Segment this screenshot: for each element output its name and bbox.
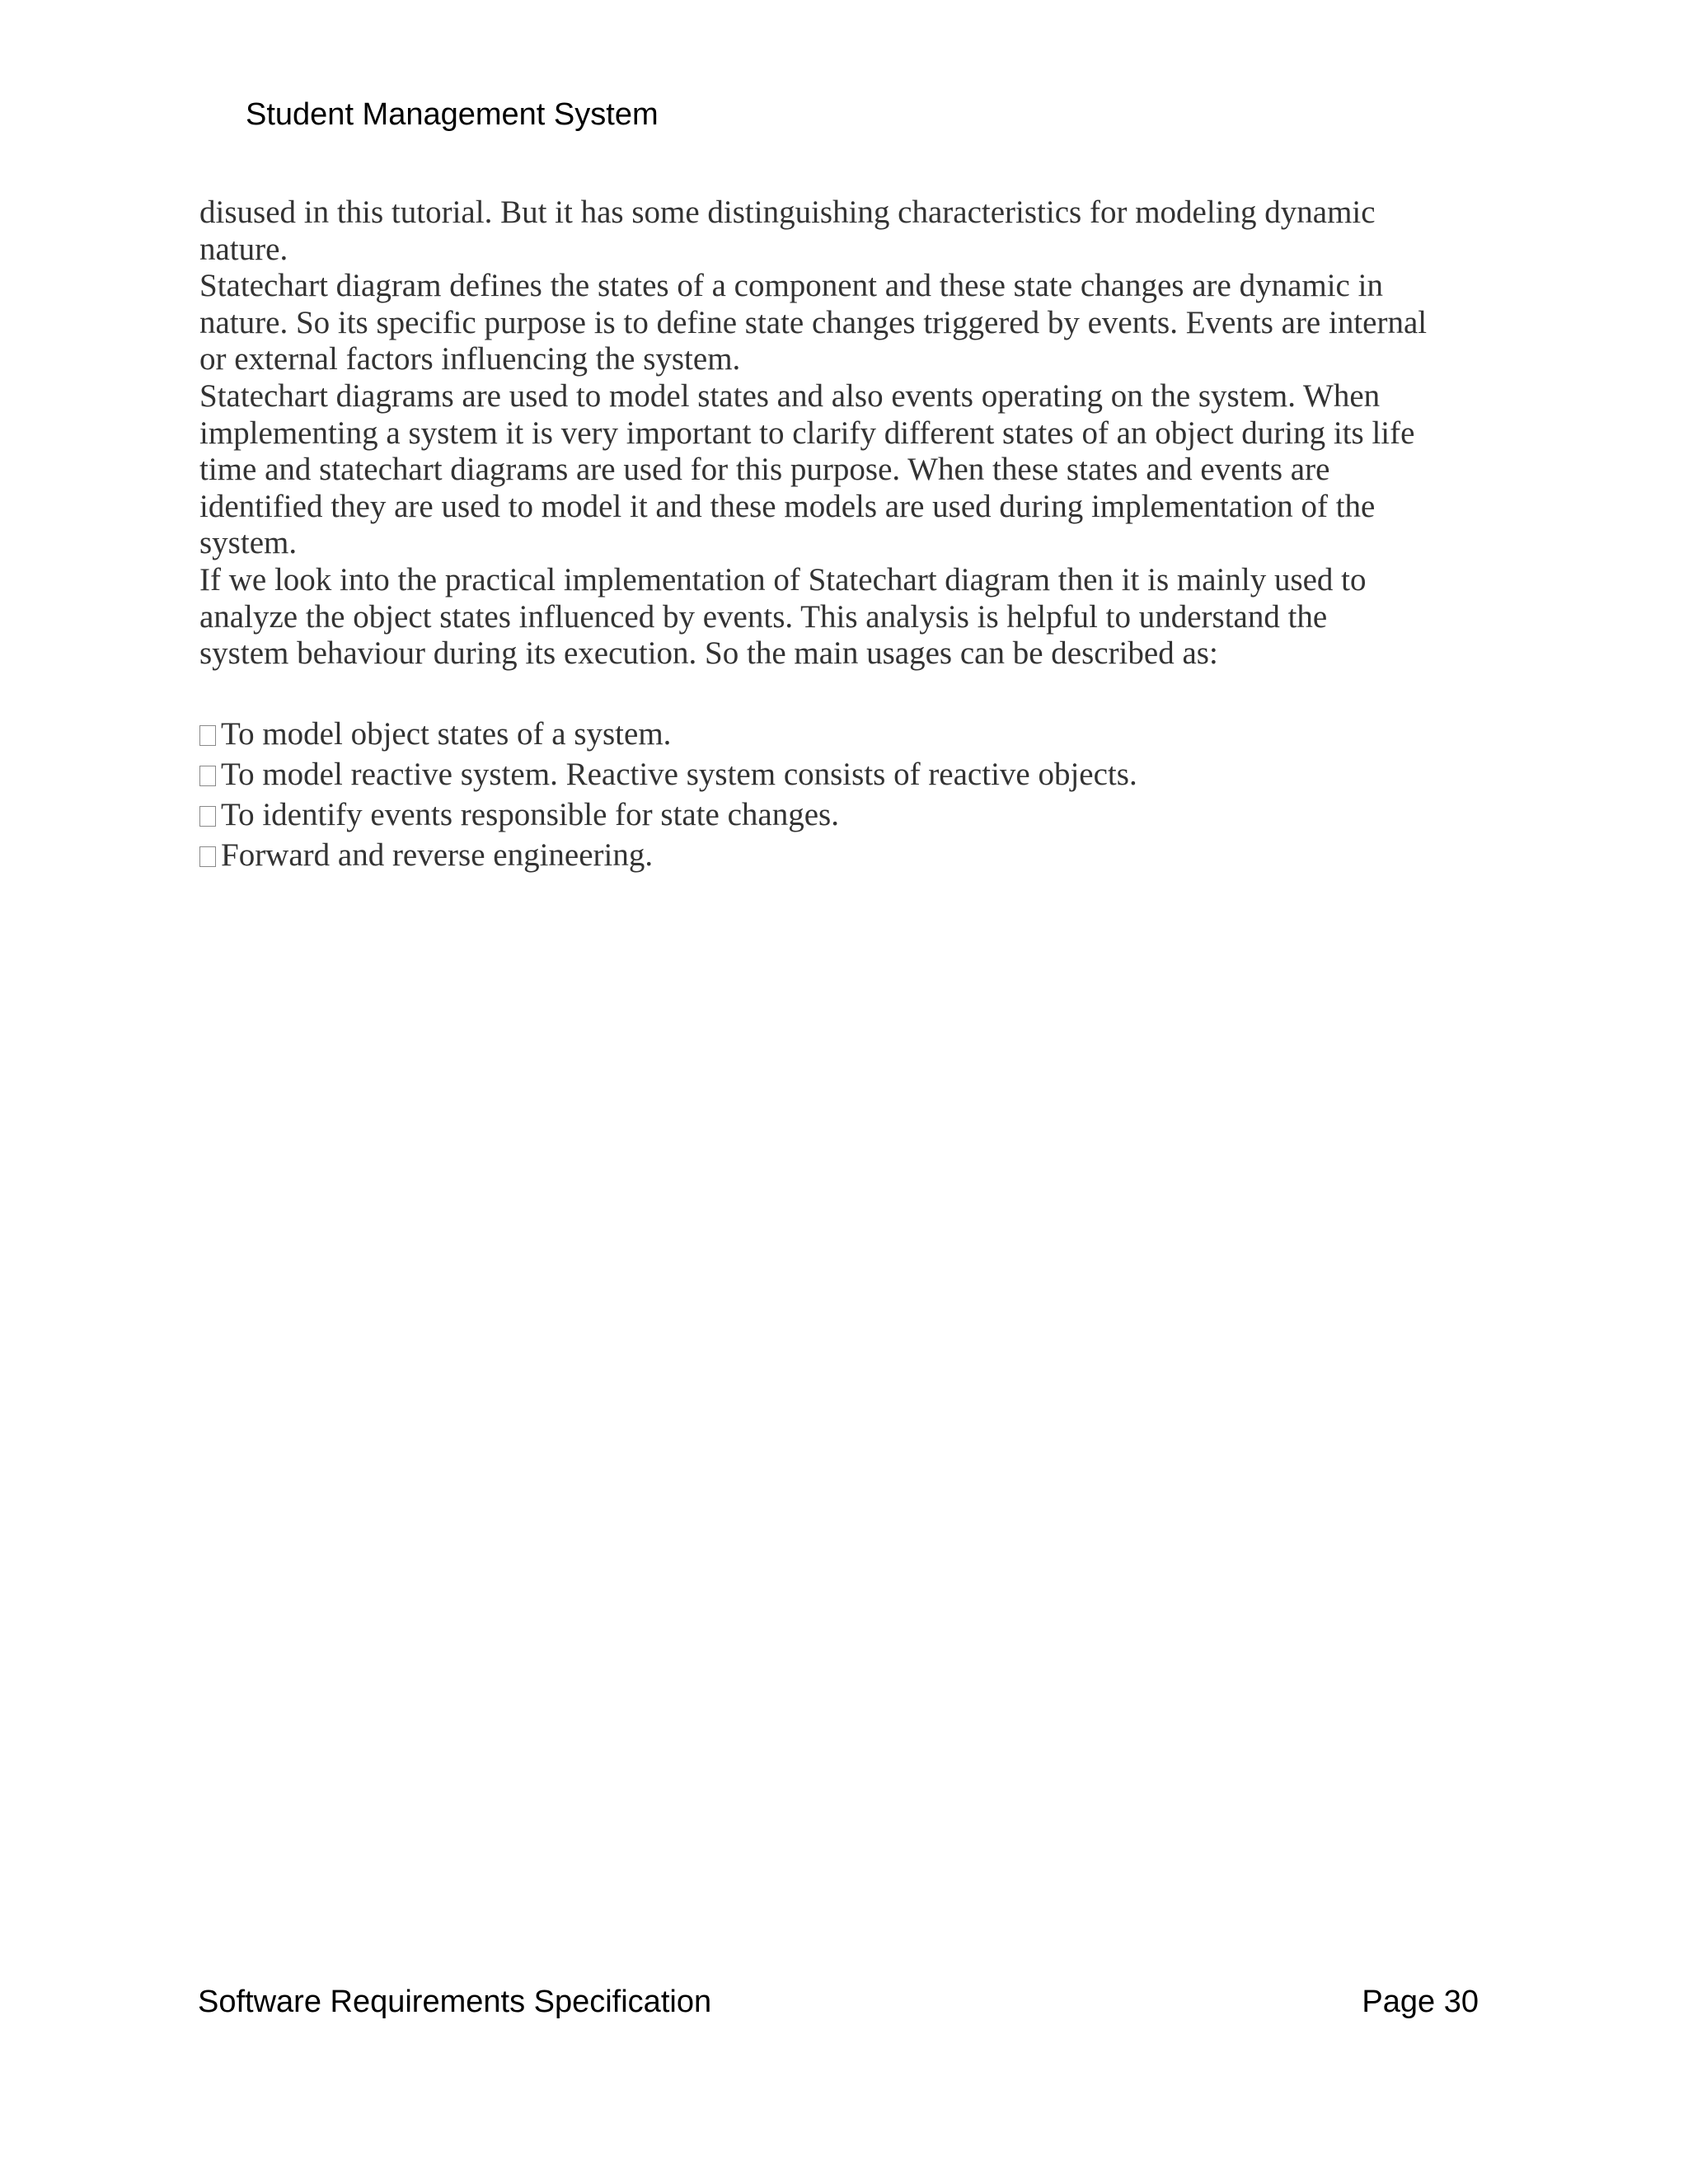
body-line: system. [199,525,298,561]
body-line: time and statechart diagrams are used for this purpose. When these states and events are [199,452,1330,488]
body-line: or external factors influencing the system. [199,341,741,377]
body-line: analyze the object states influenced by events. This analysis is helpful to understand the [199,598,1328,635]
missing-glyph-bullet-icon [199,725,216,746]
missing-glyph-bullet-icon [199,846,216,867]
list-item-text: To model reactive system. Reactive system consists of reactive objects. [221,757,1137,792]
body-line: Statechart diagram defines the states of a component and these state changes are dynamic in [199,268,1383,304]
list-item-text: Forward and reverse engineering. [221,837,654,873]
list-item [199,835,1510,875]
body-line: nature. So its specific purpose is to define state changes triggered by events. Events are internal [199,304,1428,340]
page-footer-document-title: Software Requirements Specification [198,1985,712,2019]
body-line: disused in this tutorial. But it has some distinguishing characteristics for modeling dynamic [199,194,1376,230]
list-item [199,754,1510,794]
body-line: implementing a system it is very important to clarify different states of an object during its life [199,415,1415,451]
list-item-text: To identify events responsible for state changes. [221,797,839,832]
page-header-title: Student Management System [246,97,659,132]
page-number: Page 30 [1362,1985,1479,2019]
missing-glyph-bullet-icon [199,766,216,786]
body-line: identified they are used to model it and these models are used during implementation of the [199,488,1376,524]
body-line: Statechart diagrams are used to model states and also events operating on the system. When [199,377,1381,414]
body-line: nature. [199,231,288,267]
body-line: If we look into the practical implementation of Statechart diagram then it is mainly used to [199,561,1367,598]
usage-bullet-list [199,714,1510,875]
list-item [199,714,1510,754]
missing-glyph-bullet-icon [199,806,216,827]
body-line: system behaviour during its execution. So the main usages can be described as: [199,635,1218,672]
list-item-text: To model object states of a system. [221,716,672,752]
list-item [199,794,1510,835]
body-text [199,194,1510,673]
